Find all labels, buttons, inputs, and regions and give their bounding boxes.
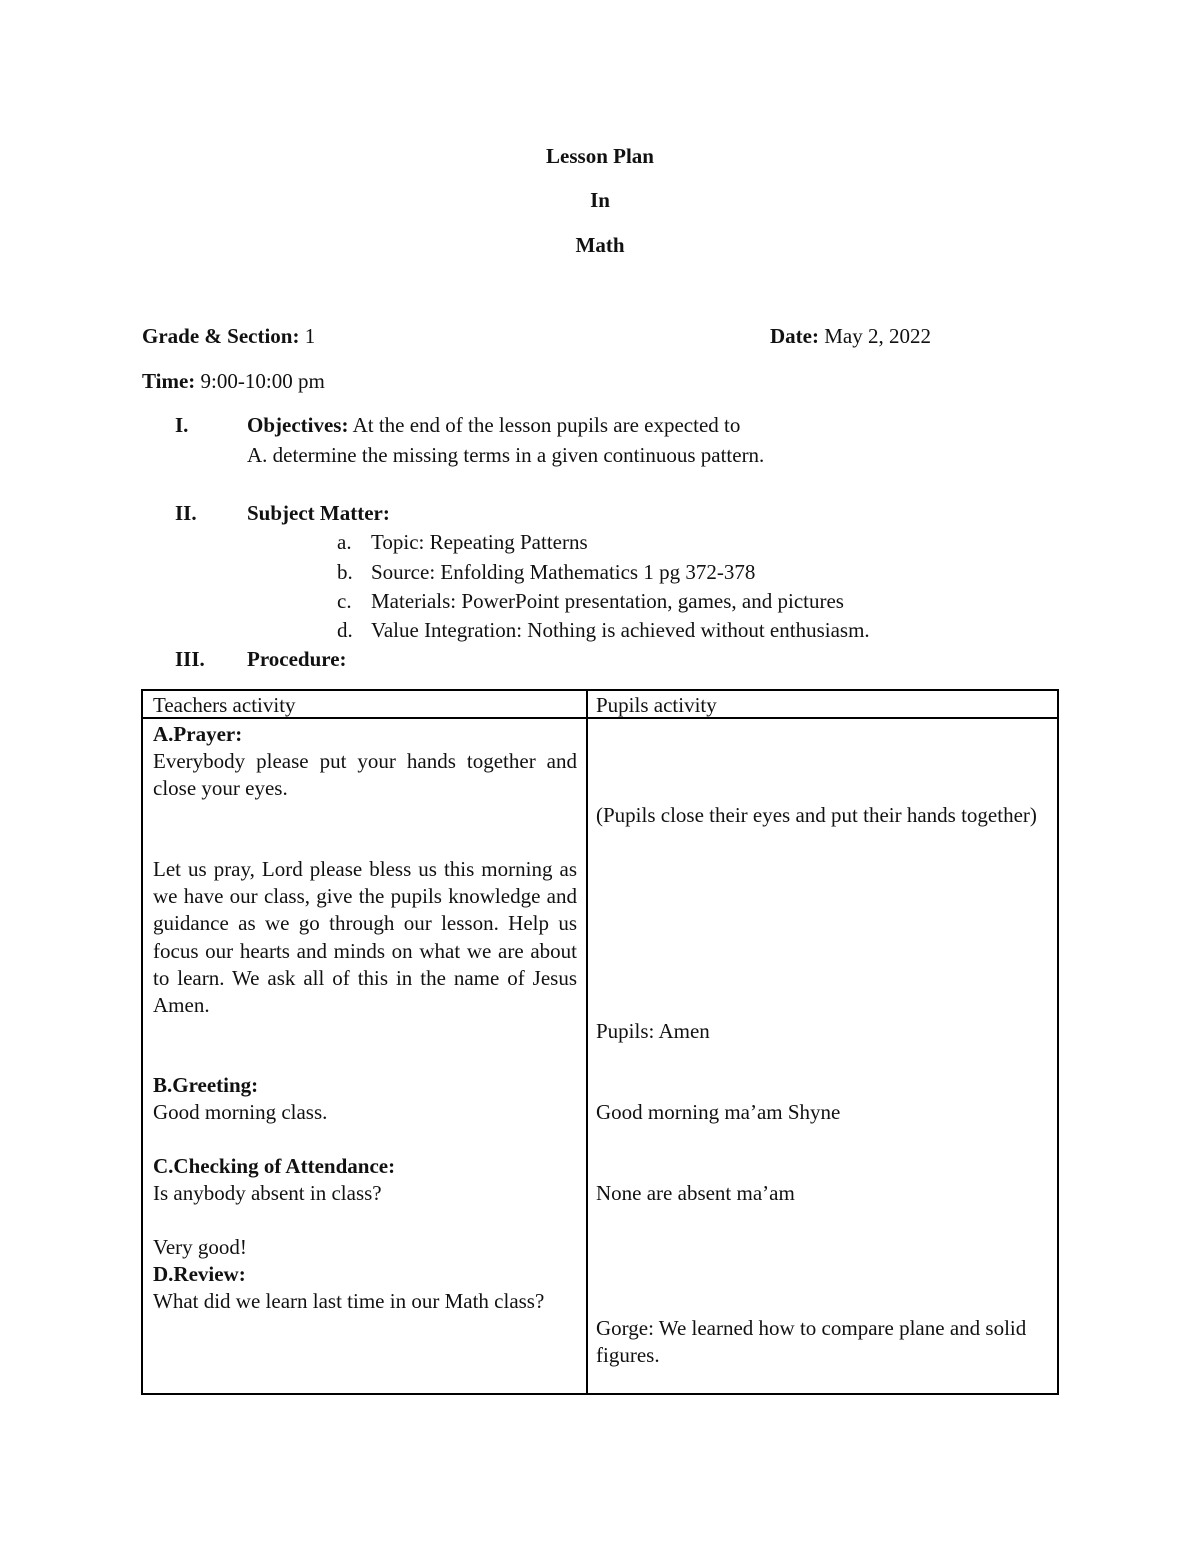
- very-good-text: Very good!: [153, 1235, 247, 1259]
- greeting-heading: B.Greeting:: [153, 1073, 259, 1097]
- attendance-heading: C.Checking of Attendance:: [153, 1154, 396, 1178]
- subject-item-topic: Topic: Repeating Patterns: [371, 530, 588, 554]
- time-value: 9:00-10:00 pm: [200, 369, 325, 393]
- time-label: Time:: [142, 369, 196, 393]
- subject-matter-numeral: II.: [175, 501, 197, 525]
- header-teachers-activity: Teachers activity: [153, 693, 296, 717]
- greeting-response: Good morning ma’am Shyne: [596, 1100, 841, 1124]
- review-response: Gorge: We learned how to compare plane and solid figures.: [596, 1316, 1027, 1368]
- grade-section-row: [142, 324, 315, 348]
- subject-item-letter: b.: [337, 560, 353, 584]
- subject-item-source: Source: Enfolding Mathematics 1 pg 372-378: [371, 560, 756, 584]
- subject-item-letter: d.: [337, 618, 353, 642]
- title-line-3: Math: [575, 233, 625, 257]
- objectives-numeral: I.: [175, 413, 189, 437]
- title-line-1: Lesson Plan: [546, 144, 654, 168]
- grade-section-value: 1: [304, 324, 316, 348]
- date-row: [770, 324, 931, 348]
- objectives-row: [247, 413, 740, 437]
- objectives-label: Objectives:: [247, 413, 349, 437]
- table-header-divider: [143, 717, 1057, 719]
- attendance-text: Is anybody absent in class?: [153, 1181, 382, 1205]
- header-pupils-activity: Pupils activity: [596, 693, 717, 717]
- review-heading: D.Review:: [153, 1262, 246, 1286]
- objectives-text: At the end of the lesson pupils are expected to: [352, 413, 741, 437]
- time-row: [142, 369, 325, 393]
- procedure-label: Procedure:: [247, 647, 347, 671]
- grade-section-label: Grade & Section:: [142, 324, 300, 348]
- title-line-2: In: [590, 188, 610, 212]
- subject-item-letter: c.: [337, 589, 352, 613]
- date-value: May 2, 2022: [824, 324, 931, 348]
- subject-matter-label: Subject Matter:: [247, 501, 390, 525]
- prayer-text: Let us pray, Lord please bless us this morning as we have our class, give the pupils knowledge and guidance as we go through our lesson. Help us focus our hearts and minds on what we are about to learn. We ask all of this in the name of Jesus Amen.: [153, 857, 577, 1018]
- prayer-intro: Everybody please put your hands together and close your eyes.: [153, 749, 577, 801]
- greeting-text: Good morning class.: [153, 1100, 328, 1124]
- review-text: What did we learn last time in our Math class?: [153, 1289, 545, 1313]
- subject-item-letter: a.: [337, 530, 352, 554]
- amen-response: Pupils: Amen: [596, 1019, 710, 1043]
- subject-item-materials: Materials: PowerPoint presentation, games, and pictures: [371, 589, 844, 613]
- table-column-divider: [586, 691, 588, 1393]
- prayer-response: (Pupils close their eyes and put their hands together): [596, 803, 1037, 827]
- procedure-table: [141, 689, 1059, 1395]
- date-label: Date:: [770, 324, 819, 348]
- procedure-numeral: III.: [175, 647, 205, 671]
- attendance-response: None are absent ma’am: [596, 1181, 795, 1205]
- objective-item-a: A. determine the missing terms in a given continuous pattern.: [247, 443, 765, 467]
- prayer-heading: A.Prayer:: [153, 722, 243, 746]
- subject-item-value: Value Integration: Nothing is achieved without enthusiasm.: [371, 618, 870, 642]
